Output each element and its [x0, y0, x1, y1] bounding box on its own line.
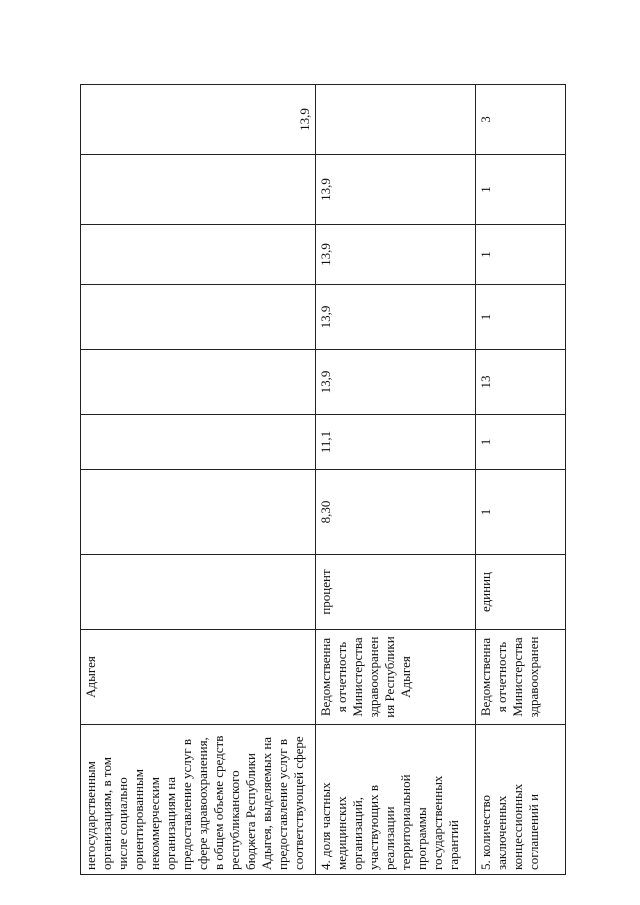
unit-cell: [81, 555, 316, 630]
source-cell: Ведомственна я отчетность Министерства здравоохранен ия Республики Адыгея: [316, 630, 476, 725]
unit-cell: единиц: [476, 555, 566, 630]
source-cell: Ведомственна я отчетность Министерства здравоохранен: [476, 630, 566, 725]
value-cell: 11,1: [316, 415, 476, 470]
source-cell: Адыгея: [81, 630, 316, 725]
value-cell: 13,9: [316, 155, 476, 225]
indicator-cell: 5. количество заключенных концессионных соглашений и: [476, 725, 566, 875]
table-row: [81, 85, 316, 875]
unit-cell: процент: [316, 555, 476, 630]
value-cell: 13,9: [81, 85, 316, 155]
value-cell: 13: [476, 350, 566, 415]
table-row: [316, 85, 476, 875]
value-cell: 13,9: [316, 285, 476, 350]
value-cell: 1: [476, 155, 566, 225]
value-cell: [81, 470, 316, 555]
value-cell: 1: [476, 415, 566, 470]
value-cell: 1: [476, 225, 566, 285]
value-cell: 1: [476, 285, 566, 350]
indicator-cell: 4. доля частных медицинских организаций, участвующих в реализации территориальной программы государственных гарантий: [316, 725, 476, 875]
indicators-table: [80, 84, 566, 875]
value-cell: 3: [476, 85, 566, 155]
value-cell: 1: [476, 470, 566, 555]
rotated-table-sheet: [80, 85, 550, 875]
value-cell: 8,30: [316, 470, 476, 555]
value-cell: [81, 350, 316, 415]
table-row: [476, 85, 566, 875]
value-cell: [81, 285, 316, 350]
value-cell: [81, 155, 316, 225]
value-cell: [81, 415, 316, 470]
value-cell: [316, 85, 476, 155]
value-cell: 13,9: [316, 350, 476, 415]
value-cell: [81, 225, 316, 285]
indicator-cell: негосударственным организациям, в том числе социально ориентированным некоммерческим организациям на предоставление услуг в сфере здравоохранения, в общем объеме средств республиканского бюджета Республики Адыгея, выделяемых на предоставление услуг в соответствующей сфере: [81, 725, 316, 875]
value-cell: 13,9: [316, 225, 476, 285]
